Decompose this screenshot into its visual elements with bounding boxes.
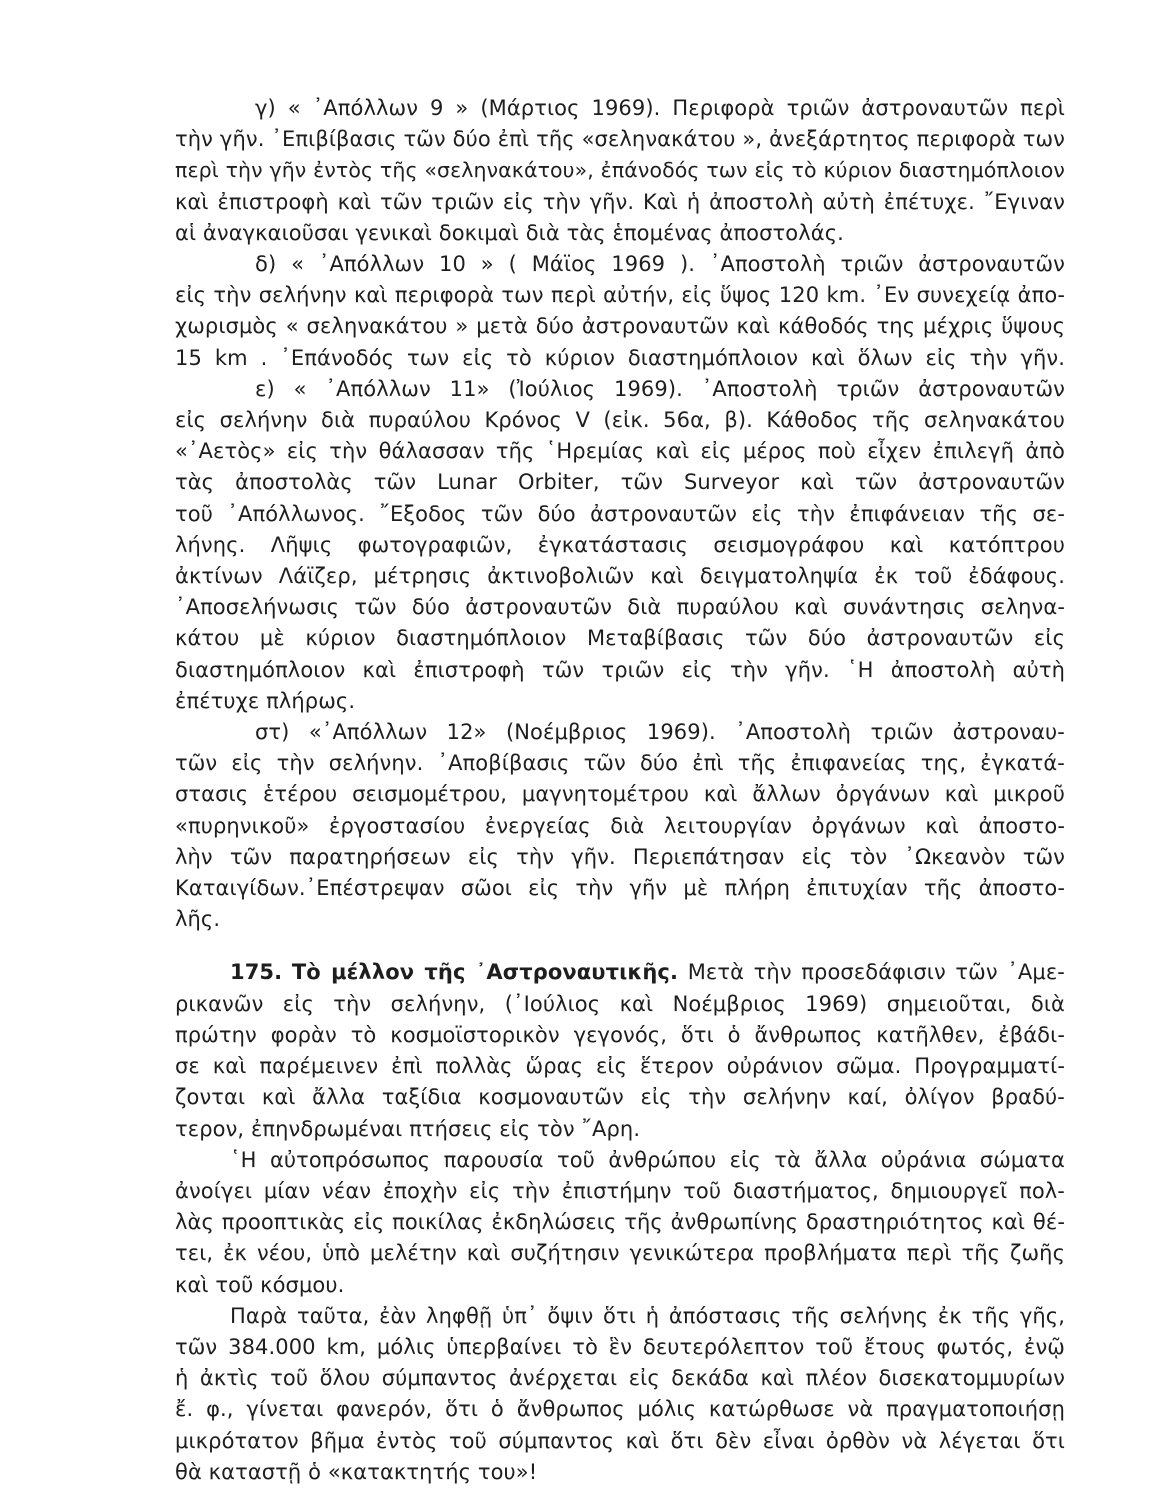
text-line: λήνης. Λῆψις φωτογραφιῶν, ἐγκατάστασις σεισμογράφου καὶ κατόπτρου xyxy=(175,532,1065,557)
section-first-line-text: Μετὰ τὴν προσεδάφισιν τῶν ᾿Αμε- xyxy=(687,960,1065,985)
text-line: Παρὰ ταῦτα, ἐὰν ληφθῇ ὑπ᾿ ὄψιν ὅτι ἡ ἀπόστασις τῆς σελήνης ἐκ τῆς γῆς, xyxy=(230,1303,1065,1328)
text-line: περὶ τὴν γῆν ἐντὸς τῆς «σεληνακάτου», ἐπάνοδός των εἰς τὸ κύριον διαστημόπλοιον xyxy=(175,158,1065,183)
text-line: ε) « ᾿Απόλλων 11» (Ἰούλιος 1969). ᾿Αποστολὴ τριῶν ἀστροναυτῶν xyxy=(255,376,1065,401)
section-number: 175. xyxy=(230,960,283,985)
text-line: εἰς σελήνην διὰ πυραύλου Κρόνος V (εἰκ. 56α, β). Κάθοδος τῆς σεληνακάτου xyxy=(175,408,1065,433)
text-line: ᾿Αποσελήνωσις τῶν δύο ἀστροναυτῶν διὰ πυραύλου καὶ συνάντησις σεληνα- xyxy=(175,595,1065,620)
text-line: καὶ ἐπιστροφὴ καὶ τῶν τριῶν εἰς τὴν γῆν. Καὶ ἡ ἀποστολὴ αὐτὴ ἐπέτυχε. ῎Εγιναν xyxy=(175,189,1065,214)
text-line: σε καὶ παρέμεινεν ἐπὶ πολλὰς ὥρας εἰς ἕτερον οὐράνιον σῶμα. Προγραμματί- xyxy=(175,1054,1065,1079)
text-line: γ) « ᾿Απόλλων 9 » (Μάρτιος 1969). Περιφορὰ τριῶν ἀστροναυτῶν περὶ xyxy=(255,96,1065,120)
text-line: ἀνοίγει μίαν νέαν ἐποχὴν εἰς τὴν ἐπιστήμην τοῦ διαστήματος, δημιουργεῖ πολ- xyxy=(175,1178,1065,1203)
paragraph-apollo-10 xyxy=(175,249,1065,374)
text-line: καὶ τοῦ κόσμου. xyxy=(175,1272,345,1297)
text-line: τῶν εἰς τὴν σελήνην. ᾿Αποβίβασις τῶν δύο ἐπὶ τῆς ἐπιφανείας της, ἐγκατά- xyxy=(175,751,1065,776)
text-line: λῆς. xyxy=(175,907,221,932)
text-line: δ) « ᾿Απόλλων 10 » ( Μάϊος 1969 ). ᾿Αποστολὴ τριῶν ἀστροναυτῶν xyxy=(255,252,1065,277)
text-line: στ) «᾿Απόλλων 12» (Νοέμβριος 1969). ᾿Αποστολὴ τριῶν ἀστροναυ- xyxy=(255,720,1065,745)
text-line: τῶν 384.000 km, μόλις ὑπερβαίνει τὸ ἓν δευτερόλεπτον τοῦ ἔτους φωτός, ἐνῷ xyxy=(175,1334,1065,1359)
text-line: ρικανῶν εἰς τὴν σελήνην, (᾿Ιούλιος καὶ Νοέμβριος 1969) σημειοῦται, διὰ xyxy=(175,991,1065,1016)
text-line: 15 km . ᾿Επάνοδός των εἰς τὸ κύριον διαστημόπλοιον καὶ ὅλων εἰς τὴν γῆν. xyxy=(175,345,1065,370)
text-line: τὰς ἀποστολὰς τῶν Lunar Orbiter, τῶν Surveyor καὶ τῶν ἀστροναυτῶν xyxy=(175,470,1065,495)
page-text xyxy=(175,93,1065,1488)
paragraph-human-presence xyxy=(175,1145,1065,1301)
paragraph-apollo-9 xyxy=(175,93,1065,249)
text-line: λὴν τῶν παρατηρήσεων εἰς τὴν γῆν. Περιεπάτησαν εἰς τὸν ᾿Ωκεανὸν τῶν xyxy=(175,844,1065,869)
text-line: στασις ἑτέρου σεισμομέτρου, μαγνητομέτρου καὶ ἄλλων ὀργάνων καὶ μικροῦ xyxy=(175,782,1065,807)
text-line: κάτου μὲ κύριον διαστημόπλοιον Μεταβίβασις τῶν δύο ἀστροναυτῶν εἰς xyxy=(175,626,1065,651)
paragraph-moon-distance xyxy=(175,1301,1065,1488)
text-line: ῾Η αὐτοπρόσωπος παρουσία τοῦ ἀνθρώπου εἰς τὰ ἄλλα οὐράνια σώματα xyxy=(230,1147,1065,1172)
text-line: θὰ καταστῇ ὁ «κατακτητής του»! xyxy=(175,1459,538,1484)
text-line: εἰς τὴν σελήνην καὶ περιφορὰ των περὶ αὐτήν, εἰς ὕψος 120 km. ᾿Εν συνεχείᾳ ἀπο- xyxy=(175,283,1065,308)
text-line: ζονται καὶ ἄλλα ταξίδια κοσμοναυτῶν εἰς τὴν σελήνην καί, ὀλίγον βραδύ- xyxy=(175,1085,1065,1110)
text-line: «πυρηνικοῦ» ἐργοστασίου ἐνεργείας διὰ λειτουργίαν ὀργάνων καὶ ἀποστο- xyxy=(175,813,1065,838)
text-line: πρώτην φορὰν τὸ κοσμοϊστορικὸν γεγονός, ὅτι ὁ ἄνθρωπος κατῆλθεν, ἐβάδι- xyxy=(175,1022,1065,1047)
text-line: «᾿Αετὸς» εἰς τὴν θάλασσαν τῆς ῾Ηρεμίας καὶ εἰς μέρος ποὺ εἶχεν ἐπιλεγῆ ἀπὸ xyxy=(175,439,1065,464)
text-line: ἔ. φ., γίνεται φανερόν, ὅτι ὁ ἄνθρωπος μόλις κατώρθωσε νὰ πραγματοποιήσῃ xyxy=(175,1397,1065,1422)
text-line: Καταιγίδων.᾿Επέστρεψαν σῶοι εἰς τὴν γῆν μὲ πλήρη ἐπιτυχίαν τῆς ἀποστο- xyxy=(175,876,1065,901)
text-line: λὰς προοπτικὰς εἰς ποικίλας ἐκδηλώσεις τῆς ἀνθρωπίνης δραστηριότητος καὶ θέ- xyxy=(175,1210,1065,1235)
text-line: τερον, ἐπηνδρωμέναι πτήσεις εἰς τὸν ῎Αρη. xyxy=(175,1116,641,1141)
text-line: τὴν γῆν. ᾿Επιβίβασις τῶν δύο ἐπὶ τῆς «σεληνακάτου », ἀνεξάρτητος περιφορὰ των xyxy=(175,127,1065,152)
text-line: ἡ ἀκτὶς τοῦ ὅλου σύμπαντος ἀνέρχεται εἰς δεκάδα καὶ πλέον δισεκατομμυρίων xyxy=(175,1366,1065,1391)
text-line: τει, ἐκ νέου, ὑπὸ μελέτην καὶ συζήτησιν γενικώτερα προβλήματα περὶ τῆς ζωῆς xyxy=(175,1241,1065,1266)
text-line: μικρότατον βῆμα ἐντὸς τοῦ σύμπαντος καὶ ὅτι δὲν εἶναι ὀρθὸν νὰ λέγεται ὅτι xyxy=(175,1428,1065,1453)
text-line: διαστημόπλοιον καὶ ἐπιστροφὴ τῶν τριῶν εἰς τὴν γῆν. ῾Η ἀποστολὴ αὐτὴ xyxy=(175,657,1065,682)
text-line: αἱ ἀναγκαιοῦσαι γενικαὶ δοκιμαὶ διὰ τὰς ἑπομένας ἀποστολάς. xyxy=(175,220,844,245)
text-line: ἀκτίνων Λάϊζερ, μέτρησις ἀκτινοβολιῶν καὶ δειγματοληψία ἐκ τοῦ ἐδάφους. xyxy=(175,564,1065,589)
section-heading-line xyxy=(175,957,1065,988)
paragraph-apollo-11 xyxy=(175,374,1065,717)
text-line: χωρισμὸς « σεληνακάτου » μετὰ δύο ἀστροναυτῶν καὶ κάθοδός της μέχρις ὕψους xyxy=(175,314,1065,339)
section-gap xyxy=(175,935,1065,957)
section-title: Τὸ μέλλον τῆς ᾿Αστροναυτικῆς. xyxy=(291,960,679,985)
section-175 xyxy=(175,957,1065,1144)
text-line: ἐπέτυχε πλήρως. xyxy=(175,688,356,713)
text-line: τοῦ ᾿Απόλλωνος. ῎Εξοδος τῶν δύο ἀστροναυτῶν εἰς τὴν ἐπιφάνειαν τῆς σε- xyxy=(175,501,1065,526)
paragraph-apollo-12 xyxy=(175,717,1065,935)
